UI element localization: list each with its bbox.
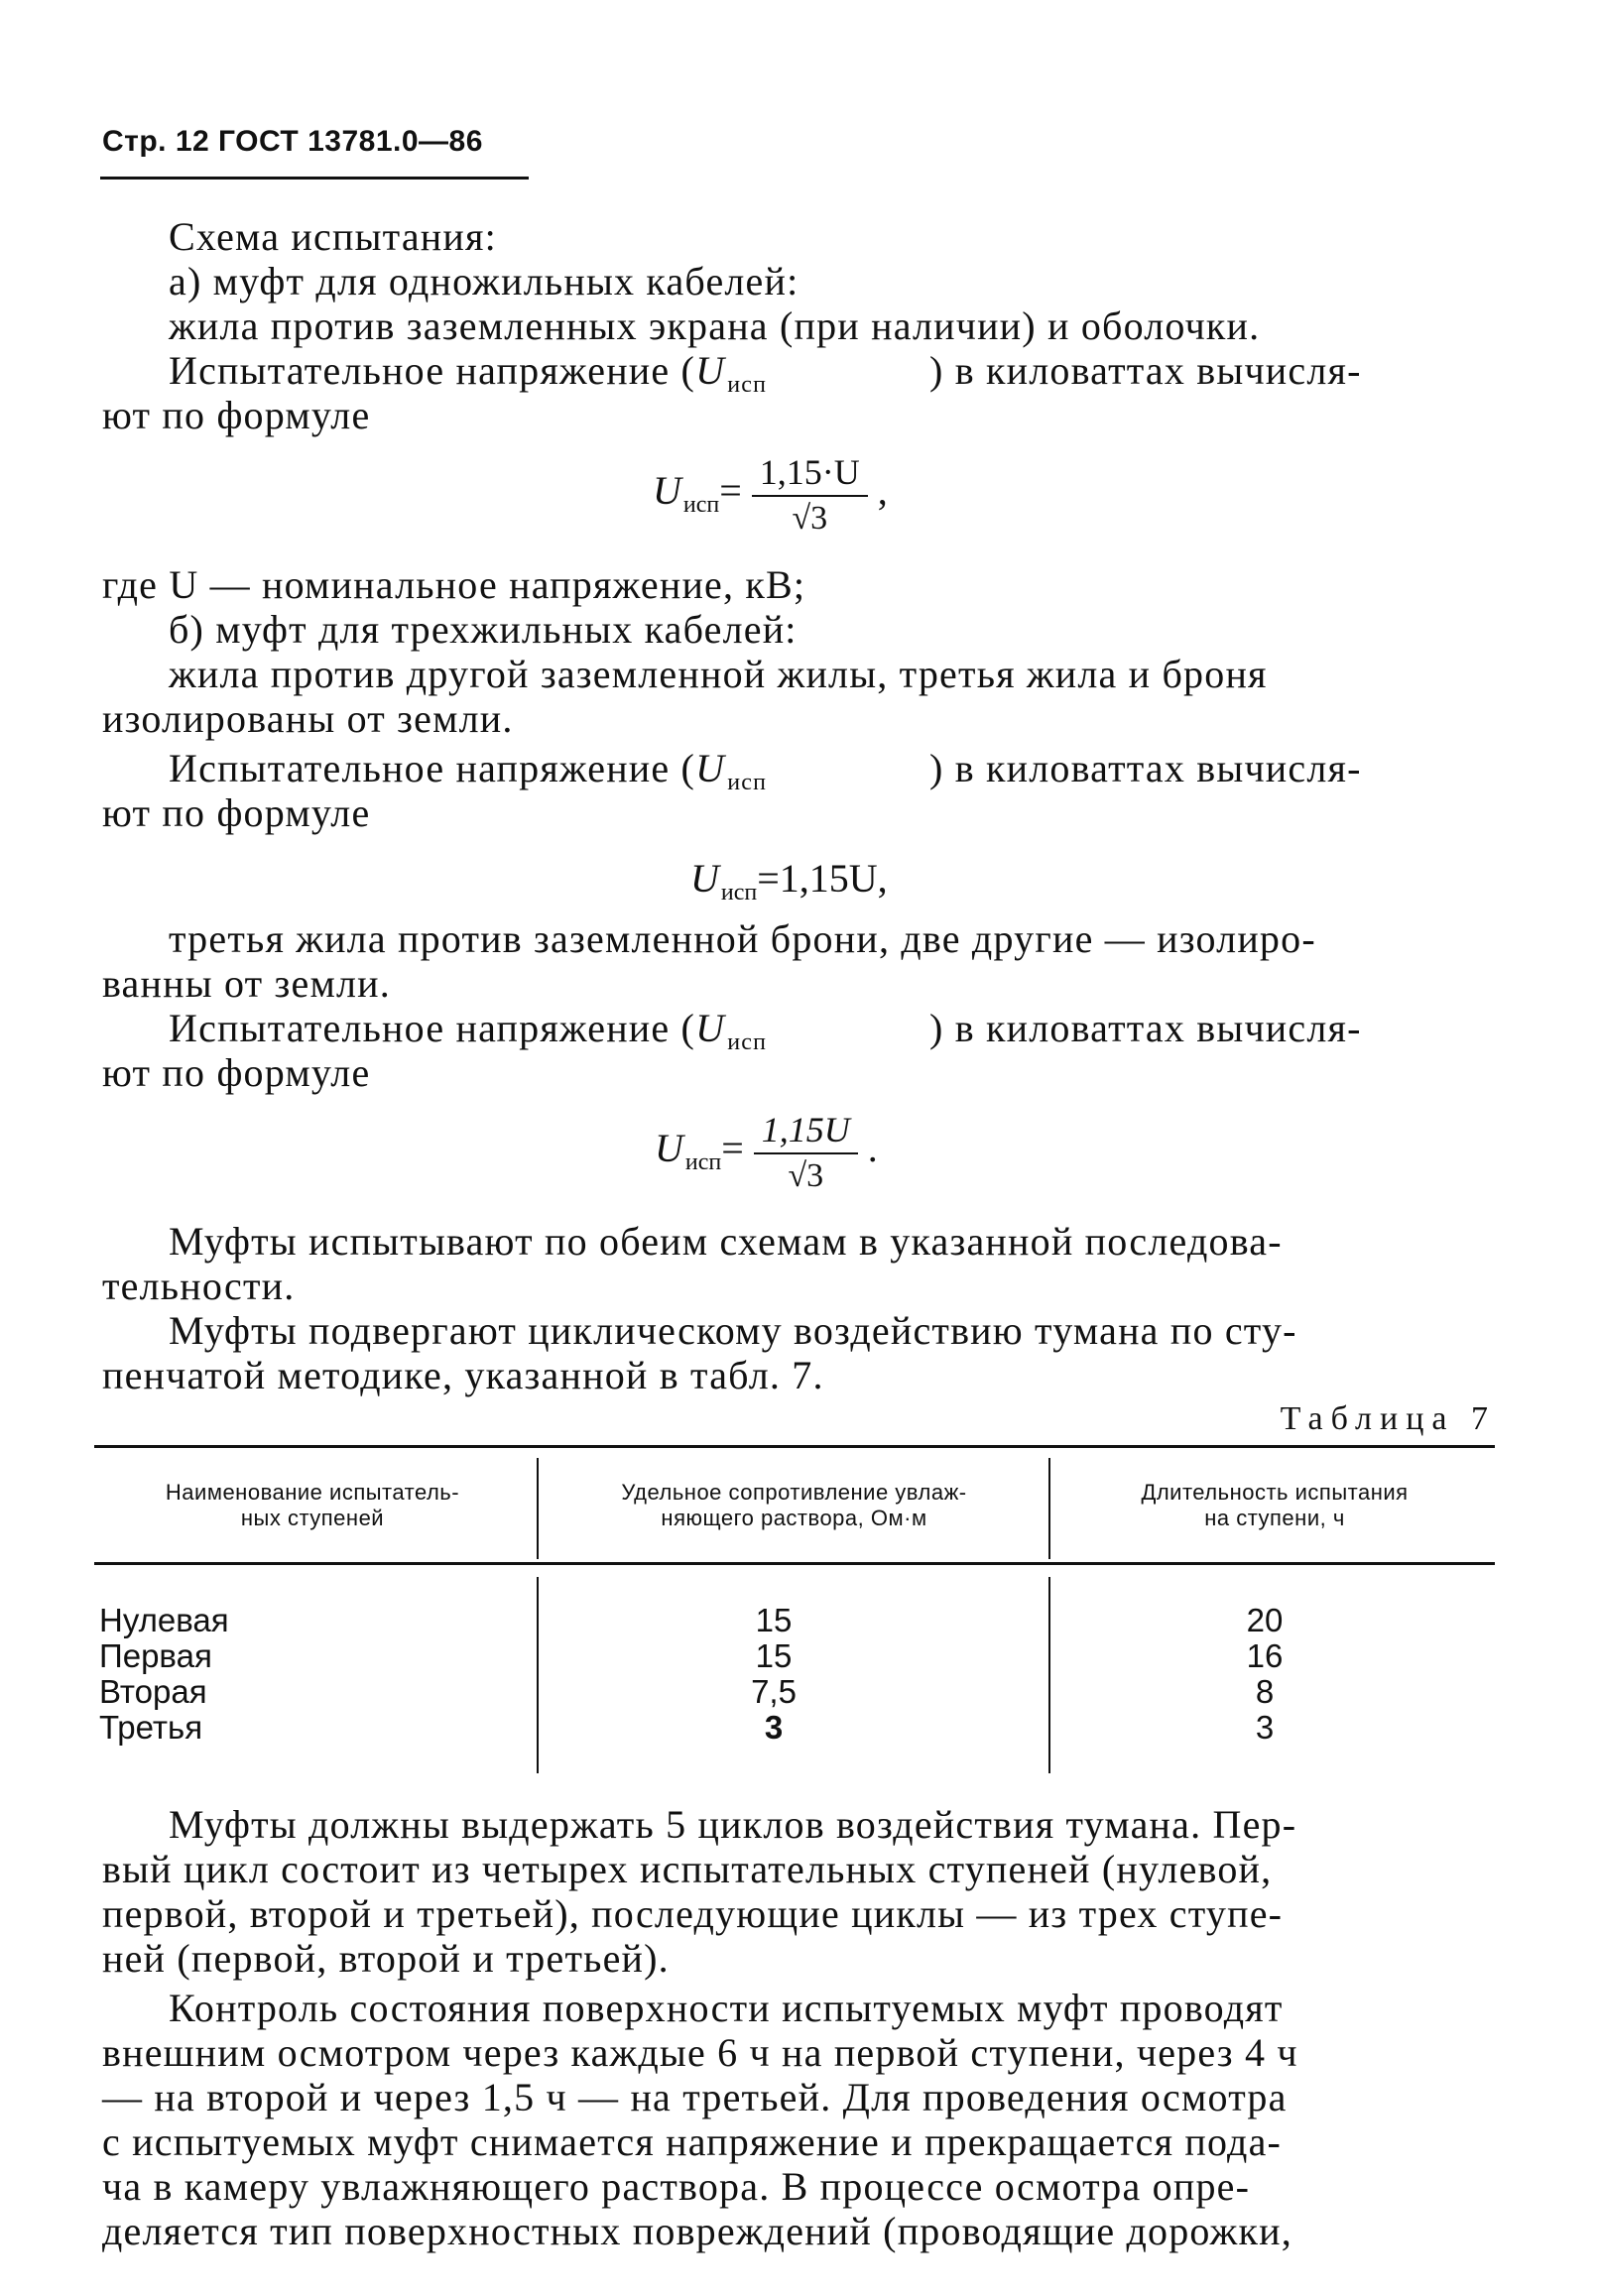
table-cell-stage: Нулевая [99,1602,229,1638]
text-line: Контроль состояния поверхности испытуемых муфт проводят [169,1986,1284,2030]
text-line: ют по формуле [102,393,371,437]
text-line: с испытуемых муфт снимается напряжение и прекращается пода- [102,2119,1283,2164]
header-line: Удельное сопротивление увлаж- [621,1480,967,1505]
text-line: ванны от земли. [102,961,391,1006]
formula-equals: = [721,1126,744,1171]
inline-subscript: исп [727,1029,768,1055]
table-cell-resistivity: 15 [755,1602,793,1638]
table-cell-resistivity: 3 [764,1709,784,1746]
fraction-bar [752,495,868,497]
text-line: деляется тип поверхностных повреждений (проводящие дорожки, [102,2209,1292,2253]
text-line: жила против другой заземленной жилы, третья жила и броня [169,652,1268,696]
text-line: ют по формуле [102,790,371,835]
table-header-cell [544,1480,1045,1531]
text-line: Муфты испытывают по обеим схемам в указанной последова- [169,1219,1283,1264]
formula-lhs: U [690,856,719,901]
formula-equals: = [719,468,742,514]
inline-subscript: исп [727,372,768,398]
formula-subscript: исп [684,1149,722,1176]
text-line: Схема испытания: [169,214,497,259]
fraction-denominator: √3 [788,1157,824,1194]
formula-fraction [752,451,868,539]
fraction-numerator: 1,15·U [759,452,860,492]
text-line: ют по формуле [102,1050,371,1095]
text-line: внешним осмотром через каждые 6 ч на первой ступени, через 4 ч [102,2030,1298,2075]
formula-rhs: =1,15U, [757,856,888,901]
text-line: где U — номинальное напряжение, кВ; [102,562,806,607]
text-line: Муфты должны выдержать 5 циклов воздействия тумана. Пер- [169,1802,1297,1847]
header-rule [100,177,529,180]
table-col-divider [1048,1458,1050,1559]
formula-fraction [754,1109,858,1196]
table-top-rule [94,1445,1495,1448]
text-line: изолированы от земли. [102,696,514,741]
formula-tail: . [867,1126,878,1171]
table-header-rule [94,1562,1495,1565]
table-header-cell [1056,1480,1493,1531]
table-cell-duration: 16 [1246,1637,1284,1674]
table-cell-stage: Первая [99,1637,212,1674]
formula-tail: , [877,468,888,514]
formula-2 [690,855,888,906]
formula-1 [653,451,888,539]
text-fragment: ) в киловаттах вычисля- [929,1006,1362,1050]
inline-symbol: U [695,746,726,790]
text-line: тельности. [102,1264,296,1308]
table-col-divider [537,1458,539,1559]
text-line: третья жила против заземленной брони, две другие — изолиро- [169,916,1316,961]
table-cell-duration: 3 [1255,1709,1275,1746]
formula-lhs: U [653,468,681,514]
formula-3 [655,1109,878,1196]
formula-subscript: исп [720,880,758,906]
header-line: ных ступеней [240,1506,385,1530]
text-fragment: ) в киловаттах вычисля- [929,746,1362,790]
formula-subscript: исп [682,492,720,519]
text-line: б) муфт для трехжильных кабелей: [169,607,798,652]
header-line: Наименование испытатель- [165,1480,460,1505]
text-line: ней (первой, второй и третьей). [102,1936,670,1981]
text-fragment: Испытательное напряжение ( [169,348,696,393]
text-line: жила против заземленных экрана (при наличии) и оболочки. [169,303,1261,348]
text-line: ча в камеру увлажняющего раствора. В процессе осмотра опре- [102,2164,1251,2209]
text-line: а) муфт для одножильных кабелей: [169,259,800,303]
table-col-divider [537,1577,539,1773]
table-header-cell [94,1480,531,1531]
text-line: пенчатой методике, указанной в табл. 7. [102,1353,824,1397]
table-caption: Таблица 7 [1280,1400,1496,1437]
header-line: Длительность испытания [1141,1480,1409,1505]
inline-subscript: исп [727,770,768,795]
inline-symbol: U [695,1006,726,1050]
text-fragment: Испытательное напряжение ( [169,746,696,790]
text-line: Муфты подвергают циклическому воздействию тумана по сту- [169,1308,1297,1353]
table-cell-stage: Вторая [99,1673,207,1710]
text-line: вый цикл состоит из четырех испытательных ступеней (нулевой, [102,1847,1273,1891]
text-fragment: ) в киловаттах вычисля- [929,348,1362,393]
page-header: Стр. 12 ГОСТ 13781.0—86 [102,125,483,158]
text-line: — на второй и через 1,5 ч — на третьей. Для проведения осмотра [102,2075,1288,2119]
table-cell-resistivity: 15 [755,1637,793,1674]
header-line: няющего раствора, Ом·м [661,1506,927,1530]
table-cell-duration: 20 [1246,1602,1284,1638]
table-col-divider [1048,1577,1050,1773]
formula-lhs: U [655,1126,683,1171]
text-fragment: Испытательное напряжение ( [169,1006,696,1050]
inline-symbol: U [695,348,726,393]
fraction-denominator: √3 [792,500,828,537]
text-line: первой, второй и третьей), последующие циклы — из трех ступе- [102,1891,1284,1936]
fraction-numerator: 1,15U [761,1110,850,1149]
table-cell-resistivity: 7,5 [751,1673,797,1710]
table-cell-duration: 8 [1255,1673,1275,1710]
fraction-bar [754,1152,858,1154]
table-cell-stage: Третья [99,1709,203,1746]
header-line: на ступени, ч [1204,1506,1345,1530]
